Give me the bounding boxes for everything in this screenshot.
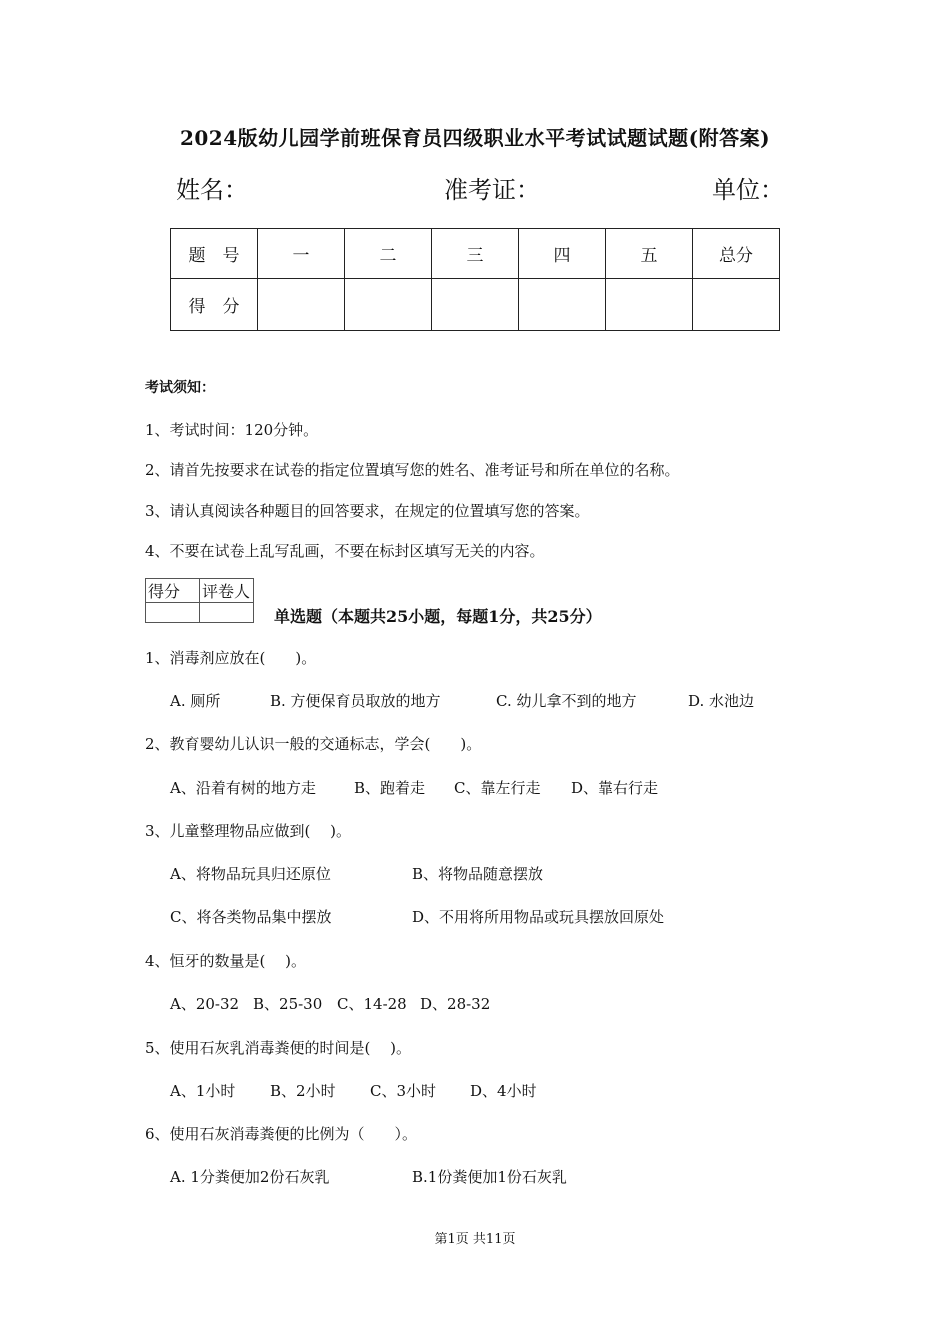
score-cell: [519, 279, 606, 331]
option: B、25-30: [253, 995, 323, 1013]
question-text: 5、使用石灰乳消毒粪便的时间是( )。: [145, 1039, 412, 1057]
option: B.1份粪便加1份石灰乳: [412, 1168, 567, 1186]
notice-item: 3、请认真阅读各种题目的回答要求，在规定的位置填写您的答案。: [145, 502, 590, 520]
option: C、将各类物品集中摆放: [170, 908, 332, 926]
grader-reviewer-cell: [200, 603, 254, 623]
option: A、1小时: [170, 1082, 236, 1100]
grader-reviewer-label: 评卷人: [200, 579, 254, 603]
option: D、靠右行走: [571, 779, 659, 797]
score-table-header-cell: 一: [258, 229, 345, 279]
question-text: 4、恒牙的数量是( )。: [145, 952, 307, 970]
score-table-header-cell: 三: [432, 229, 519, 279]
grader-box: [145, 578, 254, 623]
grader-header-row: [146, 579, 254, 603]
notice-item: 1、考试时间：120分钟。: [145, 421, 319, 439]
option: D. 水池边: [688, 692, 755, 710]
question-text: 2、教育婴幼儿认识一般的交通标志，学会( )。: [145, 735, 482, 753]
score-table-header-cell: 五: [606, 229, 693, 279]
question-text: 6、使用石灰消毒粪便的比例为（ ）。: [145, 1125, 418, 1143]
notice-item: 4、不要在试卷上乱写乱画，不要在标封区填写无关的内容。: [145, 542, 545, 560]
exam-id-field-label: 准考证：: [444, 176, 540, 204]
option: D、不用将所用物品或玩具摆放回原处: [412, 908, 665, 926]
grader-blank-row: [146, 603, 254, 623]
score-cell: [606, 279, 693, 331]
question-text: 1、消毒剂应放在( )。: [145, 649, 317, 667]
option: A、20-32: [170, 995, 240, 1013]
grader-score-label: 得分: [146, 579, 200, 603]
option: C、靠左行走: [454, 779, 541, 797]
option: A、将物品玩具归还原位: [170, 865, 331, 883]
score-cell: [258, 279, 345, 331]
score-table: [170, 228, 780, 331]
score-table-score-row: [171, 279, 780, 331]
score-cell: [432, 279, 519, 331]
option: A. 1分粪便加2份石灰乳: [170, 1168, 330, 1186]
question-text: 3、儿童整理物品应做到( )。: [145, 822, 352, 840]
option: A. 厕所: [170, 692, 221, 710]
option: B、将物品随意摆放: [412, 865, 544, 883]
score-table-header-cell: 四: [519, 229, 606, 279]
option: C、14-28: [337, 995, 407, 1013]
unit-field-label: 单位：: [712, 176, 784, 204]
option: B. 方便保育员取放的地方: [270, 692, 441, 710]
name-field-label: 姓名：: [176, 176, 248, 204]
score-table-header-cell: 总分: [693, 229, 780, 279]
document-title: 2024版幼儿园学前班保育员四级职业水平考试试题试题(附答案): [179, 126, 771, 150]
grader-score-cell: [146, 603, 200, 623]
score-table-header-cell: 题 号: [171, 229, 258, 279]
section-title: 单选题（本题共25小题，每题1分，共25分）: [274, 607, 602, 626]
option: D、4小时: [470, 1082, 537, 1100]
option: B、跑着走: [354, 779, 426, 797]
score-table-header-cell: 二: [345, 229, 432, 279]
score-cell: [693, 279, 780, 331]
score-row-label: 得 分: [171, 279, 258, 331]
option: C、3小时: [370, 1082, 437, 1100]
page-footer: 第1页 共11页: [434, 1232, 516, 1247]
option: A、沿着有树的地方走: [170, 779, 316, 797]
option: D、28-32: [420, 995, 491, 1013]
score-table-header-row: [171, 229, 780, 279]
option: B、2小时: [270, 1082, 336, 1100]
option: C. 幼儿拿不到的地方: [496, 692, 637, 710]
score-cell: [345, 279, 432, 331]
notice-item: 2、请首先按要求在试卷的指定位置填写您的姓名、准考证号和所在单位的名称。: [145, 461, 680, 479]
notice-title: 考试须知：: [145, 380, 215, 396]
